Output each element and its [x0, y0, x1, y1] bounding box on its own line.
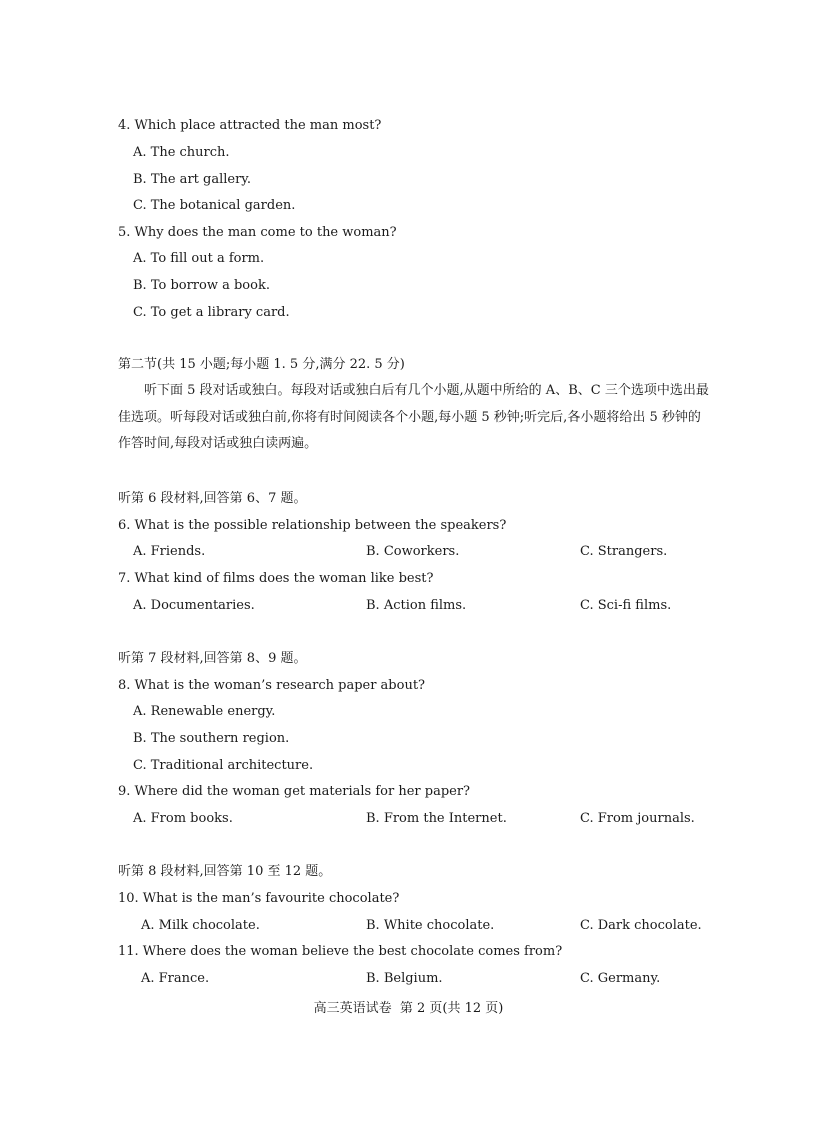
section-2-instructions: 听下面 5 段对话或独白。每段对话或独白后有几个小题,从题中所给的 A、B、C 三个选项中选出最佳选项。听每段对话或独白前,你将有时间阅读各个小题,每小题 5 秒钟;听完后,各小题将给出 5 秒钟的作答时间,每段对话或独白读两遍。	[118, 383, 709, 451]
question-9-stem: 9. Where did the woman get materials for her paper?	[118, 784, 471, 799]
question-10-option-b: B. White chocolate.	[366, 918, 495, 933]
question-6-stem: 6. What is the possible relationship between the speakers?	[118, 518, 507, 533]
question-5-stem: 5. Why does the man come to the woman?	[118, 225, 397, 240]
page-footer: 高三英语试卷 第 2 页(共 12 页)	[313, 1001, 504, 1016]
question-10-option-c: C. Dark chocolate.	[580, 918, 702, 933]
question-9-option-b: B. From the Internet.	[366, 811, 507, 826]
question-4-stem: 4. Which place attracted the man most?	[118, 118, 382, 133]
question-5-option-a: A. To fill out a form.	[133, 251, 265, 266]
group-8-label: 听第 8 段材料,回答第 10 至 12 题。	[118, 864, 332, 879]
question-9-option-c: C. From journals.	[580, 811, 695, 826]
question-7-option-b: B. Action films.	[366, 598, 467, 613]
section-2-heading: 第二节(共 15 小题;每小题 1. 5 分,满分 22. 5 分)	[118, 357, 405, 372]
question-4-option-c: C. The botanical garden.	[133, 198, 296, 213]
question-8-option-c: C. Traditional architecture.	[133, 758, 314, 773]
group-6-label: 听第 6 段材料,回答第 6、7 题。	[118, 491, 307, 506]
question-6-option-c: C. Strangers.	[580, 544, 668, 559]
question-11-option-c: C. Germany.	[580, 971, 661, 986]
question-8-option-b: B. The southern region.	[133, 731, 290, 746]
group-7-label: 听第 7 段材料,回答第 8、9 题。	[118, 651, 307, 666]
question-8-stem: 8. What is the woman’s research paper about?	[118, 678, 426, 693]
question-6-option-b: B. Coworkers.	[366, 544, 460, 559]
question-10-stem: 10. What is the man’s favourite chocolate?	[118, 891, 400, 906]
question-7-option-a: A. Documentaries.	[133, 598, 255, 613]
question-9-option-a: A. From books.	[133, 811, 233, 826]
question-4-option-a: A. The church.	[133, 145, 230, 160]
question-11-option-a: A. France.	[141, 971, 210, 986]
question-11-stem: 11. Where does the woman believe the best chocolate comes from?	[118, 944, 563, 959]
question-6-option-a: A. Friends.	[133, 544, 206, 559]
question-7-stem: 7. What kind of films does the woman like best?	[118, 571, 434, 586]
question-8-option-a: A. Renewable energy.	[133, 704, 276, 719]
question-5-option-c: C. To get a library card.	[133, 305, 290, 320]
question-7-option-c: C. Sci-fi films.	[580, 598, 672, 613]
question-4-option-b: B. The art gallery.	[133, 172, 252, 187]
question-5-option-b: B. To borrow a book.	[133, 278, 270, 293]
question-10-option-a: A. Milk chocolate.	[141, 918, 260, 933]
question-11-option-b: B. Belgium.	[366, 971, 443, 986]
